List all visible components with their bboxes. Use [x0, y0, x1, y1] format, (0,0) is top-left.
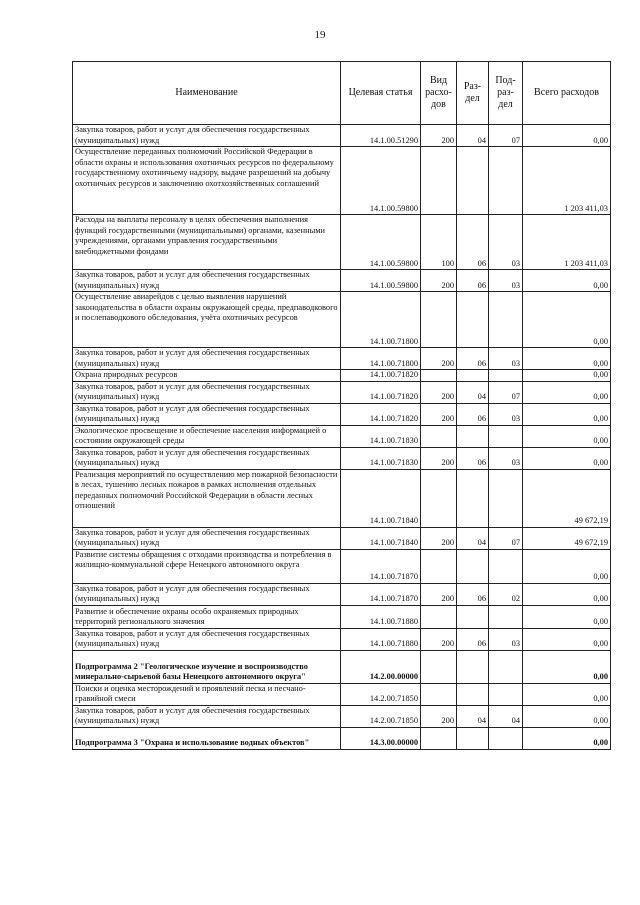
table-row	[73, 705, 611, 727]
row-target-code: 14.2.00.00000	[341, 650, 421, 683]
table-row	[73, 683, 611, 705]
row-target-code: 14.3.00.00000	[341, 727, 421, 749]
row-total: 0,00	[523, 381, 611, 403]
row-total: 0,00	[523, 292, 611, 348]
row-section: 06	[457, 270, 489, 292]
row-name: Закупка товаров, работ и услуг для обеспечения государственных (муниципальных) нужд	[73, 348, 341, 370]
row-section	[457, 370, 489, 382]
table-row	[73, 125, 611, 147]
row-name: Подпрограмма 3 "Охрана и использование водных объектов"	[73, 727, 341, 749]
header-subsection: Под-раз-дел	[489, 62, 523, 125]
row-name: Осуществление авиарейдов с целью выявления нарушений законодательства в области охраны окружающей среды, предпаводкового и послепаводкового обследования, учёта охотничьих ресурсов	[73, 292, 341, 348]
table-row	[73, 727, 611, 749]
row-name: Расходы на выплаты персоналу в целях обеспечения выполнения функций государственными (муниципальными) органами, казенными учреждениями, органами управления государственными внебюджетными фондами	[73, 215, 341, 270]
header-target: Целевая статья	[341, 62, 421, 125]
header-section: Раз-дел	[457, 62, 489, 125]
row-section: 04	[457, 125, 489, 147]
row-name: Закупка товаров, работ и услуг для обеспечения государственных (муниципальных) нужд	[73, 583, 341, 605]
row-name: Осуществление переданных полномочий Российской Федерации в области охраны и использования охотничьих ресурсов по федеральному государственному охотничьему надзору, выдаче разрешений на добычу охотничьих ресурсов и заключению охотхозяйственных соглашений	[73, 147, 341, 215]
table-row	[73, 650, 611, 683]
table-header-row	[73, 62, 611, 125]
row-name: Закупка товаров, работ и услуг для обеспечения государственных (муниципальных) нужд	[73, 270, 341, 292]
row-expense-type: 200	[421, 381, 457, 403]
table-row	[73, 381, 611, 403]
row-target-code: 14.1.00.71820	[341, 370, 421, 382]
row-expense-type	[421, 683, 457, 705]
row-expense-type	[421, 605, 457, 628]
row-expense-type	[421, 370, 457, 382]
row-expense-type: 200	[421, 125, 457, 147]
row-section: 06	[457, 628, 489, 650]
row-total: 0,00	[523, 403, 611, 425]
table-row	[73, 527, 611, 549]
row-name: Поиски и оценка месторождений и проявлений песка и песчано-гравийной смеси	[73, 683, 341, 705]
row-target-code: 14.1.00.71870	[341, 583, 421, 605]
row-total: 0,00	[523, 583, 611, 605]
row-total: 49 672,19	[523, 527, 611, 549]
row-total: 0,00	[523, 605, 611, 628]
row-section: 06	[457, 447, 489, 469]
row-expense-type	[421, 425, 457, 447]
row-subsection: 07	[489, 381, 523, 403]
row-name: Закупка товаров, работ и услуг для обеспечения государственных (муниципальных) нужд	[73, 527, 341, 549]
row-target-code: 14.1.00.51290	[341, 125, 421, 147]
row-expense-type: 200	[421, 447, 457, 469]
row-name: Закупка товаров, работ и услуг для обеспечения государственных (муниципальных) нужд	[73, 381, 341, 403]
table-row	[73, 348, 611, 370]
row-total: 0,00	[523, 425, 611, 447]
row-target-code: 14.1.00.71880	[341, 628, 421, 650]
row-expense-type: 200	[421, 583, 457, 605]
row-expense-type: 200	[421, 628, 457, 650]
row-name: Закупка товаров, работ и услуг для обеспечения государственных (муниципальных) нужд	[73, 125, 341, 147]
row-subsection	[489, 147, 523, 215]
row-section	[457, 650, 489, 683]
row-expense-type	[421, 147, 457, 215]
row-target-code: 14.1.00.71820	[341, 381, 421, 403]
row-target-code: 14.1.00.71840	[341, 527, 421, 549]
row-name: Реализация мероприятий по осуществлению мер пожарной безопасности в лесах, тушению лесных пожаров в рамках исполнения отдельных переданных полномочий Российской Федерации в области лесных отношений	[73, 469, 341, 527]
row-section: 06	[457, 403, 489, 425]
row-target-code: 14.1.00.59800	[341, 147, 421, 215]
row-section	[457, 469, 489, 527]
row-subsection	[489, 425, 523, 447]
row-section: 06	[457, 583, 489, 605]
row-subsection: 03	[489, 403, 523, 425]
row-subsection	[489, 727, 523, 749]
page-number: 19	[314, 29, 326, 41]
row-section: 06	[457, 348, 489, 370]
row-name: Подпрограмма 2 "Геологическое изучение и воспроизводство минерально-сырьевой базы Ненецкого автономного округа"	[73, 650, 341, 683]
row-expense-type: 200	[421, 403, 457, 425]
row-name: Охрана природных ресурсов	[73, 370, 341, 382]
row-expense-type: 200	[421, 270, 457, 292]
row-total: 1 203 411,03	[523, 147, 611, 215]
row-subsection: 03	[489, 215, 523, 270]
row-target-code: 14.1.00.71840	[341, 469, 421, 527]
row-name: Развитие и обеспечение охраны особо охраняемых природных территорий регионального значения	[73, 605, 341, 628]
row-subsection: 03	[489, 270, 523, 292]
row-section	[457, 605, 489, 628]
row-section	[457, 549, 489, 583]
table-row	[73, 469, 611, 527]
row-section	[457, 683, 489, 705]
header-total: Всего расходов	[523, 62, 611, 125]
row-section: 06	[457, 215, 489, 270]
table-row	[73, 370, 611, 382]
table-row	[73, 292, 611, 348]
row-total: 0,00	[523, 650, 611, 683]
budget-table	[72, 61, 611, 750]
row-target-code: 14.1.00.71800	[341, 348, 421, 370]
row-target-code: 14.1.00.71830	[341, 425, 421, 447]
row-target-code: 14.1.00.71820	[341, 403, 421, 425]
row-subsection: 03	[489, 628, 523, 650]
row-name: Закупка товаров, работ и услуг для обеспечения государственных (муниципальных) нужд	[73, 705, 341, 727]
row-subsection	[489, 292, 523, 348]
row-name: Закупка товаров, работ и услуг для обеспечения государственных (муниципальных) нужд	[73, 447, 341, 469]
header-name: Наименование	[73, 62, 341, 125]
row-section	[457, 727, 489, 749]
table-row	[73, 270, 611, 292]
row-total: 49 672,19	[523, 469, 611, 527]
row-section	[457, 425, 489, 447]
row-total: 0,00	[523, 125, 611, 147]
table-row	[73, 447, 611, 469]
row-subsection	[489, 549, 523, 583]
row-expense-type	[421, 650, 457, 683]
row-total: 1 203 411,03	[523, 215, 611, 270]
row-total: 0,00	[523, 348, 611, 370]
row-expense-type	[421, 292, 457, 348]
row-name: Развитие системы обращения с отходами производства и потребления в жилищно-коммунальной сфере Ненецкого автономного округа	[73, 549, 341, 583]
row-total: 0,00	[523, 270, 611, 292]
row-subsection: 02	[489, 583, 523, 605]
row-subsection	[489, 683, 523, 705]
row-expense-type	[421, 549, 457, 583]
row-expense-type: 200	[421, 705, 457, 727]
table-row	[73, 549, 611, 583]
table-row	[73, 583, 611, 605]
row-section	[457, 147, 489, 215]
row-section: 04	[457, 527, 489, 549]
row-name: Закупка товаров, работ и услуг для обеспечения государственных (муниципальных) нужд	[73, 403, 341, 425]
table-row	[73, 605, 611, 628]
table-row	[73, 425, 611, 447]
row-section: 04	[457, 381, 489, 403]
row-total: 0,00	[523, 683, 611, 705]
row-name: Закупка товаров, работ и услуг для обеспечения государственных (муниципальных) нужд	[73, 628, 341, 650]
row-target-code: 14.1.00.71830	[341, 447, 421, 469]
table-row	[73, 403, 611, 425]
table-row	[73, 628, 611, 650]
row-target-code: 14.1.00.71880	[341, 605, 421, 628]
row-target-code: 14.1.00.71870	[341, 549, 421, 583]
row-expense-type: 100	[421, 215, 457, 270]
row-subsection	[489, 370, 523, 382]
header-type: Вид расхо-дов	[421, 62, 457, 125]
row-total: 0,00	[523, 705, 611, 727]
row-subsection: 07	[489, 125, 523, 147]
row-total: 0,00	[523, 628, 611, 650]
row-total: 0,00	[523, 370, 611, 382]
row-subsection: 03	[489, 447, 523, 469]
row-section	[457, 292, 489, 348]
row-total: 0,00	[523, 549, 611, 583]
row-subsection: 03	[489, 348, 523, 370]
row-expense-type: 200	[421, 348, 457, 370]
row-expense-type: 200	[421, 527, 457, 549]
row-name: Экологическое просвещение и обеспечение населения информацией о состоянии окружающей среды	[73, 425, 341, 447]
row-subsection	[489, 605, 523, 628]
row-total: 0,00	[523, 727, 611, 749]
row-section: 04	[457, 705, 489, 727]
row-target-code: 14.1.00.59800	[341, 215, 421, 270]
table-row	[73, 147, 611, 215]
row-target-code: 14.1.00.71800	[341, 292, 421, 348]
row-subsection: 04	[489, 705, 523, 727]
row-subsection	[489, 469, 523, 527]
table-row	[73, 215, 611, 270]
row-expense-type	[421, 727, 457, 749]
row-target-code: 14.2.00.71850	[341, 705, 421, 727]
row-target-code: 14.2.00.71850	[341, 683, 421, 705]
row-subsection: 07	[489, 527, 523, 549]
row-subsection	[489, 650, 523, 683]
row-total: 0,00	[523, 447, 611, 469]
row-expense-type	[421, 469, 457, 527]
row-target-code: 14.1.00.59800	[341, 270, 421, 292]
